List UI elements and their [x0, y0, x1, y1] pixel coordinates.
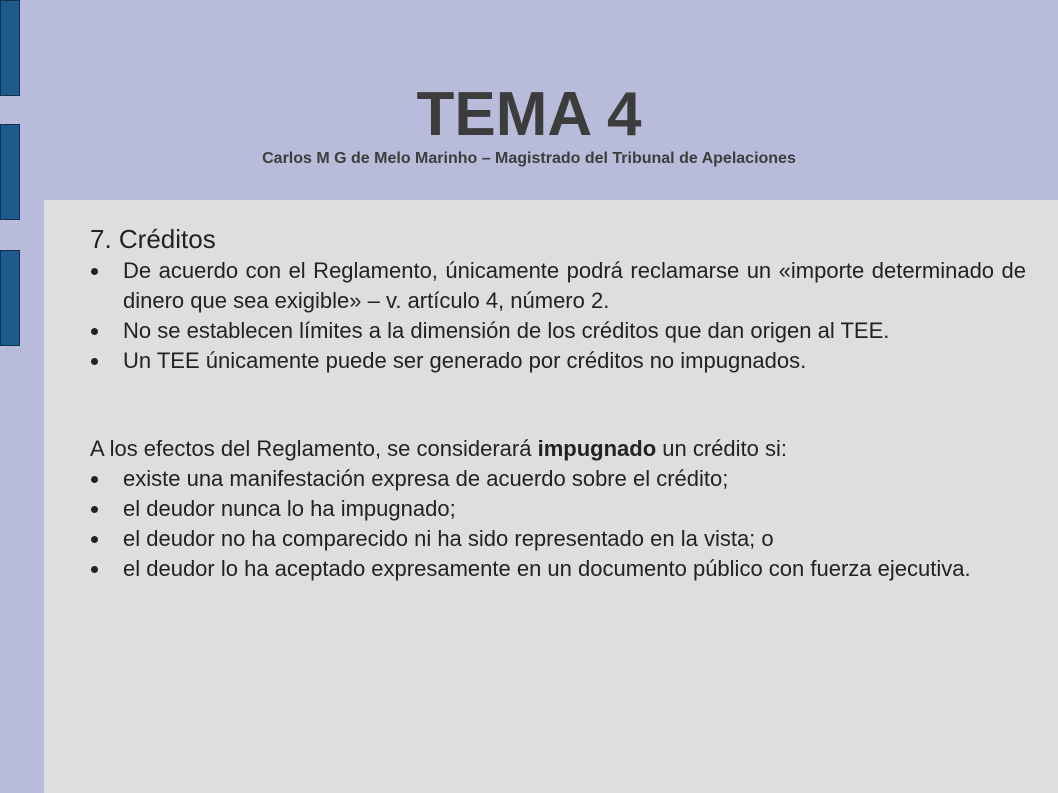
list-item: el deudor lo ha aceptado expresamente en un documento público con fuerza ejecutiva. — [89, 554, 1026, 584]
section-bullet-list — [89, 256, 1026, 376]
bullet-icon — [91, 476, 98, 483]
list-item: existe una manifestación expresa de acuerdo sobre el crédito; — [89, 464, 1026, 494]
section-heading: 7. Créditos — [90, 224, 216, 254]
bullet-icon — [91, 328, 98, 335]
bullet-icon — [91, 358, 98, 365]
slide-subtitle: Carlos M G de Melo Marinho – Magistrado del Tribunal de Apelaciones — [262, 150, 796, 167]
bullet-icon — [91, 506, 98, 513]
list-item: Un TEE únicamente puede ser generado por créditos no impugnados. — [89, 346, 1026, 376]
content-body — [89, 222, 1026, 584]
spacer — [89, 376, 1026, 434]
definition-intro: A los efectos del Reglamento, se considerará impugnado un crédito si: — [90, 436, 787, 461]
list-item: el deudor no ha comparecido ni ha sido representado en la vista; o — [89, 524, 1026, 554]
list-item: No se establecen límites a la dimensión de los créditos que dan origen al TEE. — [89, 316, 1026, 346]
content-panel — [44, 200, 1058, 793]
list-item: De acuerdo con el Reglamento, únicamente podrá reclamarse un «importe determinado de dinero que sea exigible» – v. artículo 4, número 2. — [89, 256, 1026, 316]
slide-title: TEMA 4 — [416, 80, 642, 149]
decorative-bar-3 — [0, 250, 20, 346]
title-area — [0, 0, 1058, 200]
emphasis-impugnado: impugnado — [537, 436, 657, 461]
bullet-icon — [91, 268, 98, 275]
bullet-icon — [91, 536, 98, 543]
bullet-icon — [91, 566, 98, 573]
definition-bullet-list — [89, 464, 1026, 584]
list-item: el deudor nunca lo ha impugnado; — [89, 494, 1026, 524]
